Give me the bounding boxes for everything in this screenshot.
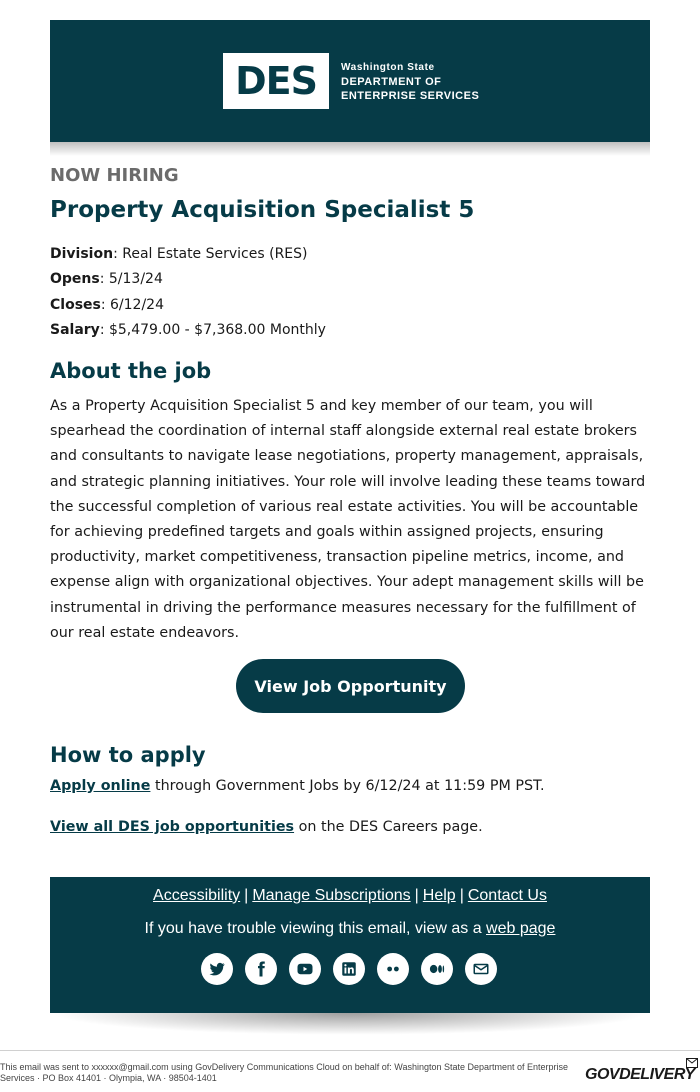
help-link[interactable]: Help — [422, 887, 456, 904]
logo-line-enterprise: ENTERPRISE SERVICES — [341, 90, 480, 102]
twitter-icon[interactable] — [201, 953, 233, 985]
opens-label: Opens — [50, 271, 100, 288]
facebook-icon[interactable] — [245, 953, 277, 985]
notice-divider — [0, 1050, 700, 1051]
view-all-jobs-link[interactable]: View all DES job opportunities — [50, 819, 295, 835]
job-title: Property Acquisition Specialist 5 — [50, 197, 475, 223]
email-footer — [50, 877, 650, 1013]
salary-value: : $5,479.00 - $7,368.00 Monthly — [99, 321, 326, 338]
header-shadow — [50, 142, 650, 156]
opens-value: : 5/13/24 — [99, 271, 163, 288]
des-logo-text: DES — [235, 59, 317, 103]
opens-row — [50, 267, 326, 292]
contact-us-link[interactable]: Contact Us — [467, 887, 547, 904]
apply-online-line — [50, 778, 545, 794]
email-header-banner — [50, 20, 650, 142]
social-icons — [201, 953, 497, 985]
how-to-apply-heading: How to apply — [50, 743, 206, 767]
trouble-viewing-text: If you have trouble viewing this email, view as a — [144, 920, 487, 937]
youtube-icon[interactable] — [289, 953, 321, 985]
des-logo-mark — [223, 53, 329, 109]
view-all-text: on the DES Careers page. — [294, 819, 483, 835]
footer-separator: | — [459, 887, 464, 904]
footer-shadow — [50, 1013, 650, 1035]
email-icon[interactable] — [465, 953, 497, 985]
manage-subscriptions-link[interactable]: Manage Subscriptions — [252, 887, 411, 904]
footer-separator: | — [244, 887, 249, 904]
linkedin-icon[interactable] — [333, 953, 365, 985]
view-job-opportunity-button[interactable]: View Job Opportunity — [236, 659, 465, 713]
salary-row — [50, 318, 326, 343]
apply-online-text: through Government Jobs by 6/12/24 at 11:59 PM PST. — [150, 778, 545, 794]
trouble-viewing-line — [50, 920, 650, 938]
about-heading: About the job — [50, 359, 212, 383]
about-body: As a Property Acquisition Specialist 5 and key member of our team, you will spearhead the coordination of internal staff alongside external real estate brokers and consultants to navigate lease negotiations, property management, appraisals, and strategic planning initiatives. Your role will involve leading these teams toward the successful completion of various real estate activities. You will be accountable for achieving predefined targets and goals within assigned projects, ensuring productivity, market competitiveness, transaction pipeline metrics, income, and expense align with organizational objectives. Your adept management skills will be instrumental in driving the performance measures necessary for the fulfillment of our real estate endeavors. — [50, 398, 646, 641]
division-row — [50, 242, 326, 267]
accessibility-link[interactable]: Accessibility — [153, 887, 241, 904]
job-details — [50, 242, 326, 343]
division-value: : Real Estate Services (RES) — [113, 246, 308, 262]
web-page-link[interactable]: web page — [486, 920, 556, 937]
closes-row — [50, 293, 326, 318]
logo-line-department: DEPARTMENT OF — [341, 76, 442, 88]
closes-value: : 6/12/24 — [100, 296, 164, 313]
footer-links — [50, 887, 650, 905]
salary-label: Salary — [50, 321, 100, 338]
govdelivery-logo: GOVDELIVERY — [585, 1066, 695, 1083]
now-hiring-kicker: NOW HIRING — [50, 165, 179, 186]
view-all-line — [50, 819, 483, 835]
apply-online-link[interactable]: Apply online — [50, 778, 151, 794]
des-logo-wordmark — [341, 61, 479, 103]
govdelivery-envelope-icon — [686, 1058, 698, 1068]
footer-separator: | — [414, 887, 419, 904]
closes-label: Closes — [50, 296, 101, 313]
flickr-icon[interactable] — [377, 953, 409, 985]
sent-notice: This email was sent to xxxxxx@gmail.com using GovDelivery Communications Cloud on behalf of: Washington State Department of Enterprise Services · PO Box 41401 · Olympia, WA · 98504-1401 — [0, 1062, 569, 1083]
medium-icon[interactable] — [421, 953, 453, 985]
logo-line-state: Washington State — [341, 62, 435, 73]
division-label: Division — [50, 246, 114, 262]
